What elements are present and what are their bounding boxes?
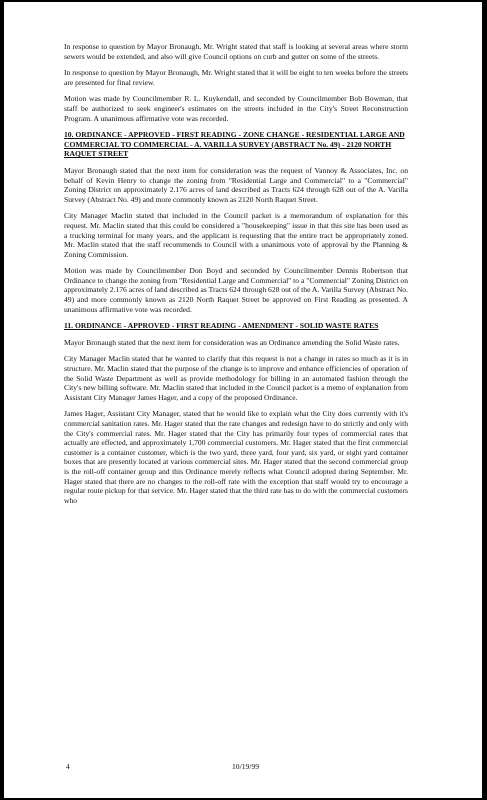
paragraph-zone-motion: Motion was made by Councilmember Don Boyd and seconded by Councilmember Dennis Robertson that Ordinance to change the zoning from "Residential Large and Commercial" to a "Commercial" Zoning District on approximately 2.176 acres of land described as Tracts 624 through 628 out of the A. Varilla Survey (Abstract No. 49) and more commonly known as 2120 North Raquet Street be approved on First Reading as presented. A unanimous affirmative vote was recorded. <box>64 266 408 314</box>
paragraph-waste-intro: Mayor Bronaugh stated that the next item for consideration was an Ordinance amending the Solid Waste rates. <box>64 337 400 347</box>
page-number: 4 <box>66 762 70 771</box>
paragraph-zone-explanation: City Manager Maclin stated that included in the Council packet is a memorandum of explanation for this request. Mr. Maclin stated that this could be considered a "housekeeping" issue in that this site has been used as a trucking terminal for many years, and the applicant is requesting that the entire tract be appropriately zoned. Mr. Maclin stated that the staff recommends to Council with a unanimous vote of approval by the Planning & Zoning Commission. <box>64 211 408 259</box>
minutes-body <box>64 42 408 512</box>
paragraph-streets-timeline: In response to question by Mayor Bronaugh, Mr. Wright stated that it will be eight to ten weeks before the streets are presented for final review. <box>64 68 408 87</box>
section-heading-solid-waste: 11. ORDINANCE - APPROVED - FIRST READING - AMENDMENT - SOLID WASTE RATES <box>64 321 379 331</box>
paragraph-streets-motion: Motion was made by Councilmember R. L. Kuykendall, and seconded by Councilmember Bob Bowman, that staff be authorized to seek engineer's estimates on the streets included in the City's Street Reconstruction Program. A unanimous affirmative vote was recorded. <box>64 94 408 123</box>
document-page <box>4 2 482 798</box>
paragraph-waste-clarify: City Manager Maclin stated that he wanted to clarify that this request is not a change in rates so much as it is in structure. Mr. Maclin stated that the purpose of the change is to improve and enhance efficiencies of operation of the Solid Waste Department as well as provide methodology for billing in an automated fashion through the City's new billing software. Mr. Maclin stated that included in the Council packet is a memo of explanation from Assistant City Manager James Hager, and a copy of the proposed Ordinance. <box>64 354 408 402</box>
paragraph-zone-request: Mayor Bronaugh stated that the next item for consideration was the request of Vannoy & Associates, Inc. on behalf of Kevin Henry to change the zoning from "Residential Large and Commercial" to a "Commercial" Zoning District on approximately 2.176 acres of land described as Tracts 624 through 628 out of the A. Varilla Survey (Abstract No. 49) and more commonly known as 2120 North Raquet Street. <box>64 165 408 204</box>
paragraph-waste-hager: James Hager, Assistant City Manager, stated that he would like to explain what the City does currently with it's commercial sanitation rates. Mr. Hager stated that the rate changes and redesign have to do strictly and only with the City's commercial rates. Mr. Hager stated that the City has primarily four types of commercial rates that actually are effected, and approximately 1,700 commercial customers. Mr. Hager stated that the first commercial customer is a container customer, which is the two yard, three yard, four yard, six yard, or eight yard container boxes that are presently located at various commercial sites. Mr. Hager stated that the second commercial group is the roll-off container group and this Ordinance merely reflects what Council adopted during September. Mr. Hager stated that there are no changes to the roll-off rate with the exception that staff would try to encourage a regular route pickup for that service. Mr. Hager stated that the third rate has to do with the commercial customers who <box>64 409 408 505</box>
section-heading-zone-change: 10. ORDINANCE - APPROVED - FIRST READING - ZONE CHANGE - RESIDENTIAL LARGE AND COMMERCIAL TO COMMERCIAL - A. VARILLA SURVEY (ABSTRACT No. 49) - 2120 NORTH RAQUET STREET <box>64 130 405 159</box>
page-date: 10/19/99 <box>232 762 260 771</box>
paragraph-streets-response: In response to question by Mayor Bronaugh, Mr. Wright stated that staff is looking at several areas where storm sewers would be extended, and also will give Council options on curb and gutter on some of the streets. <box>64 42 408 61</box>
